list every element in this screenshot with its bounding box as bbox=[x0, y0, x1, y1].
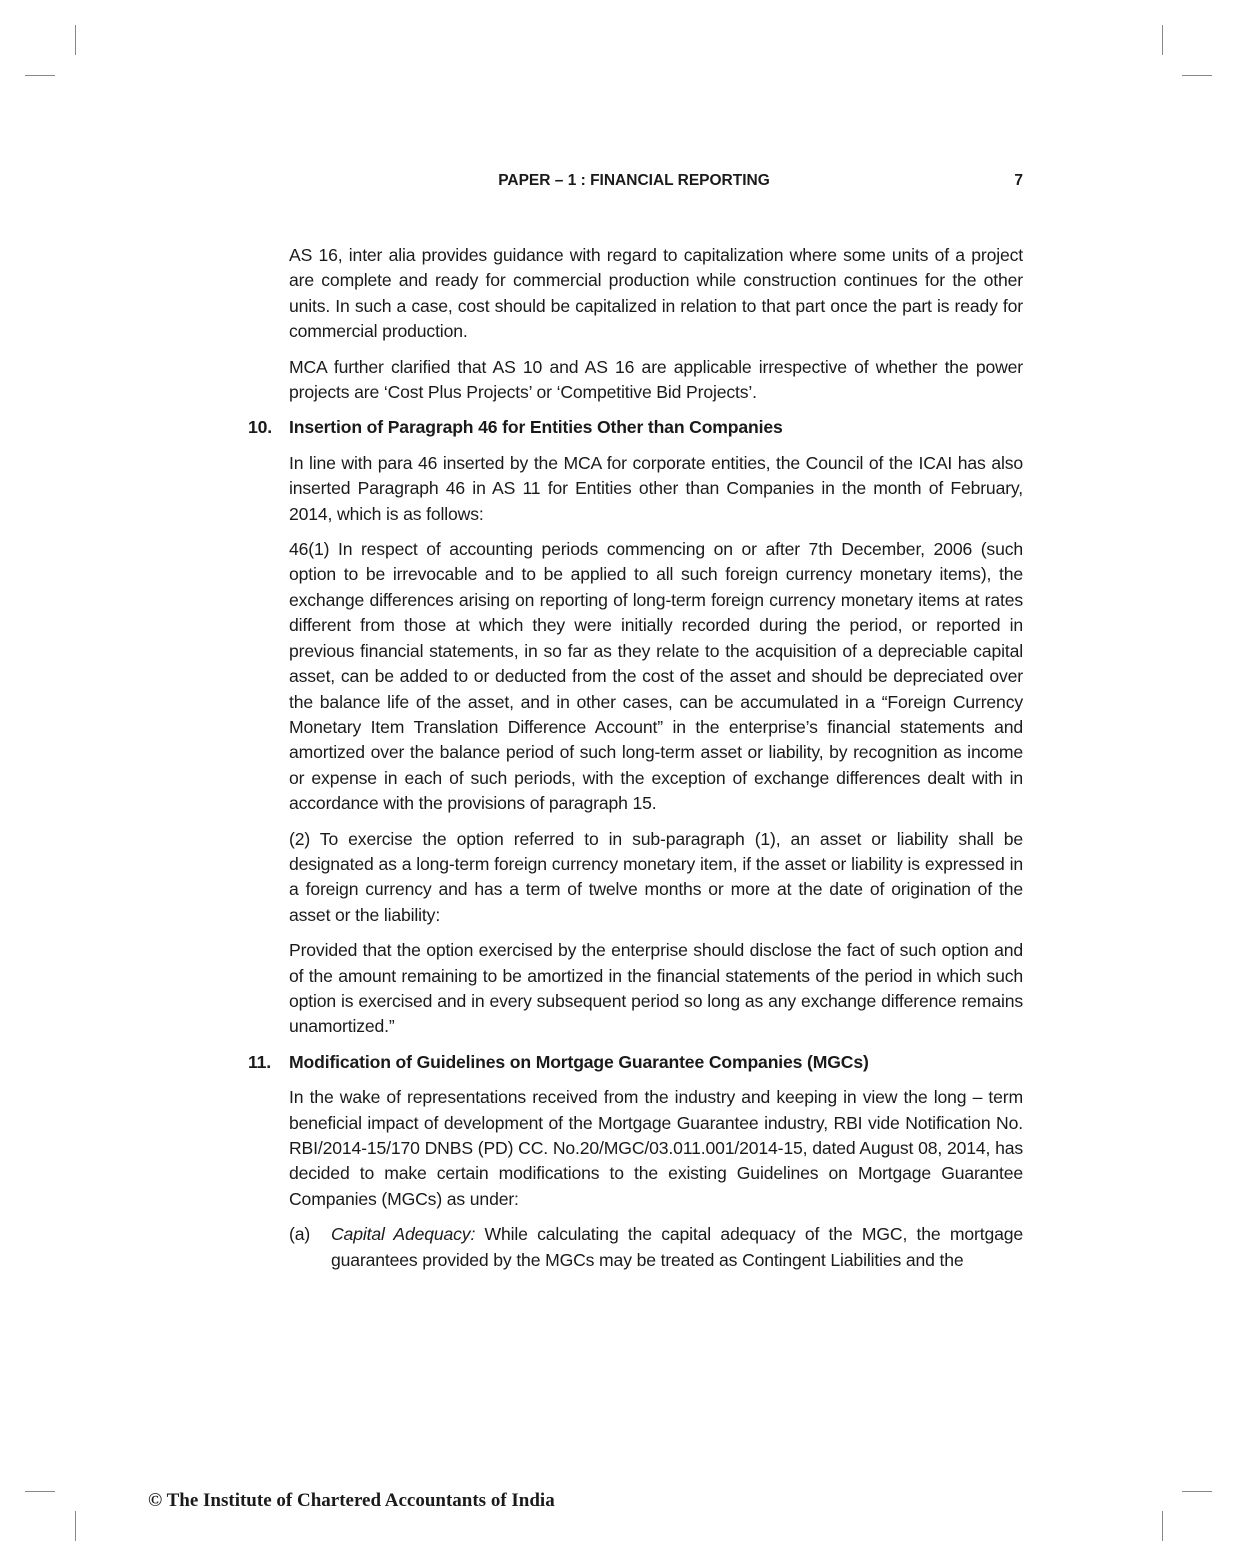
section-number: 10. bbox=[248, 417, 273, 438]
crop-mark bbox=[75, 25, 76, 55]
crop-mark bbox=[1162, 25, 1163, 55]
section-title: Insertion of Paragraph 46 for Entities Other than Companies bbox=[289, 417, 783, 438]
section-heading-10 bbox=[248, 415, 1023, 440]
body-paragraph: (2) To exercise the option referred to in sub-paragraph (1), an asset or liability shall be designated as a long-term foreign currency monetary item, if the asset or liability is expressed in a foreign currency and has a term of twelve months or more at the date of origination of the asset or the liability: bbox=[289, 828, 1023, 925]
section-heading-11 bbox=[248, 1050, 1023, 1075]
section-title: Modification of Guidelines on Mortgage Guarantee Companies (MGCs) bbox=[289, 1051, 869, 1072]
crop-mark bbox=[25, 1491, 55, 1492]
section-number: 11. bbox=[248, 1051, 272, 1072]
list-item-label: Capital Adequacy: bbox=[331, 1224, 476, 1245]
footer-copyright: © The Institute of Chartered Accountants of India bbox=[148, 1490, 555, 1511]
crop-mark bbox=[1182, 75, 1212, 76]
crop-mark bbox=[75, 1511, 76, 1541]
body-paragraph: 46(1) In respect of accounting periods commencing on or after 7th December, 2006 (such option to be irrevocable and to be applied to all such foreign currency monetary items), the exchange differences arising on reporting of long-term foreign currency monetary items at rates different from those at which they were initially recorded during the period, or reported in previous financial statements, in so far as they relate to the acquisition of a depreciable capital asset, can be added to or deducted from the cost of the asset and should be depreciated over the balance life of the asset, and in other cases, can be accumulated in a “Foreign Currency Monetary Item Translation Difference Account” in the enterprise’s financial statements and amortized over the balance period of such long-term asset or liability, by recognition as income or expense in each of such periods, with the exception of exchange differences dealt with in accordance with the provisions of paragraph 15. bbox=[289, 539, 1023, 814]
page-body bbox=[248, 243, 1023, 1283]
list-item-a bbox=[289, 1222, 1023, 1273]
crop-mark bbox=[1162, 1511, 1163, 1541]
body-paragraph: AS 16, inter alia provides guidance with regard to capitalization where some units of a project are complete and ready for commercial production while construction continues for the other units. In such a case, cost should be capitalized in relation to that part once the part is ready for commercial production. bbox=[289, 245, 1023, 342]
body-paragraph: In line with para 46 inserted by the MCA for corporate entities, the Council of the ICAI has also inserted Paragraph 46 in AS 11 for Entities other than Companies in the month of February, 2014, which is as follows: bbox=[289, 452, 1023, 524]
body-paragraph: In the wake of representations received from the industry and keeping in view the long – term beneficial impact of development of the Mortgage Guarantee industry, RBI vide Notification No. RBI/2014-15/170 DNBS (PD) CC. No.20/MGC/03.011.001/2014-15, dated August 08, 2014, has decided to make certain modifications to the existing Guidelines on Mortgage Guarantee Companies (MGCs) as under: bbox=[289, 1087, 1023, 1209]
list-item-text: While calculating the capital adequacy of the MGC, the mortgage guarantees provided by the MGCs may be treated as Contingent Liabilities and the bbox=[331, 1224, 1023, 1270]
page-number: 7 bbox=[1014, 172, 1023, 189]
body-paragraph: Provided that the option exercised by the enterprise should disclose the fact of such option and of the amount remaining to be amortized in the financial statements of the period in which such option is exercised and in every subsequent period so long as any exchange difference remains unamortized.” bbox=[289, 940, 1023, 1037]
crop-mark bbox=[1182, 1491, 1212, 1492]
list-marker: (a) bbox=[289, 1224, 311, 1245]
header-title: PAPER – 1 : FINANCIAL REPORTING bbox=[498, 172, 770, 189]
body-paragraph: MCA further clarified that AS 10 and AS 16 are applicable irrespective of whether the power projects are ‘Cost Plus Projects’ or ‘Competitive Bid Projects’. bbox=[289, 356, 1023, 403]
running-header bbox=[289, 172, 1023, 194]
crop-mark bbox=[25, 75, 55, 76]
